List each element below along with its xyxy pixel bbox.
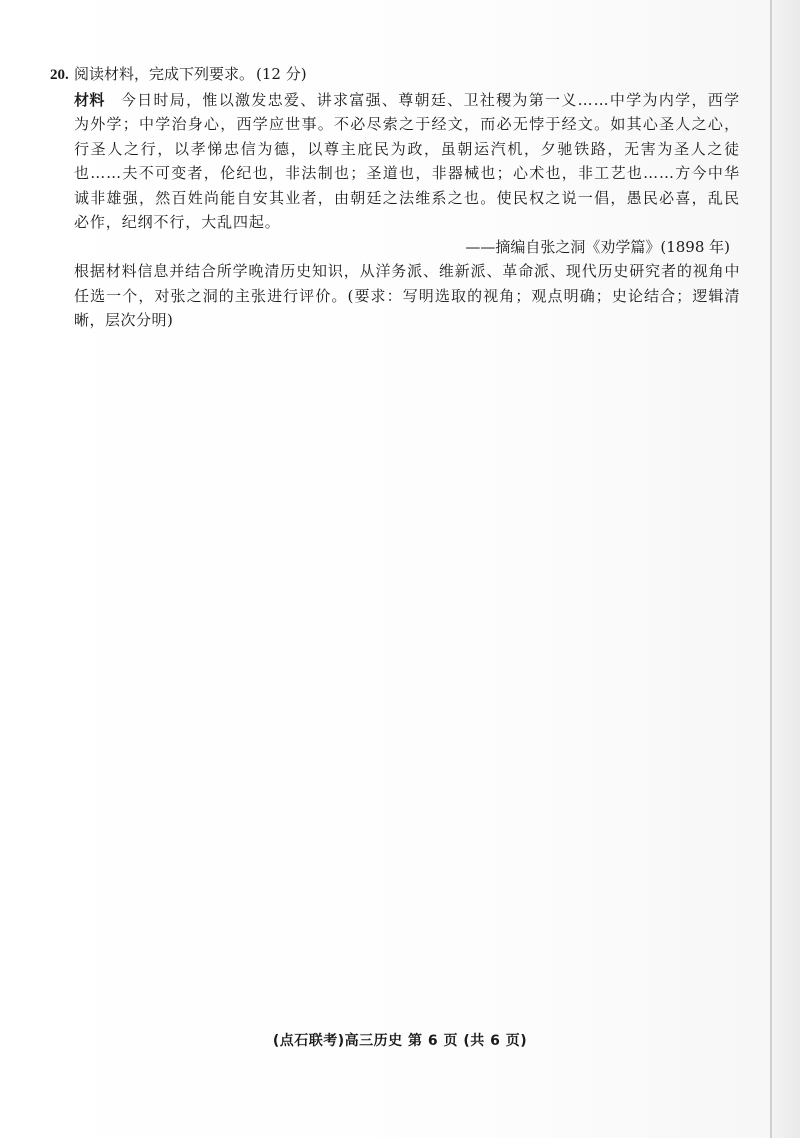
question-prompt: 阅读材料，完成下列要求。 (74, 65, 255, 83)
question-task: 根据材料信息并结合所学晚清历史知识，从洋务派、维新派、革命派、现代历史研究者的视角中任选一个，对张之洞的主张进行评价。(要求：写明选取的视角；观点明确；史论结合；逻辑清晰，层次分明) (74, 262, 740, 329)
question-header (50, 62, 740, 88)
scan-edge-line (770, 0, 772, 1138)
material-source: ——摘编自张之洞《劝学篇》(1898 年) (465, 237, 730, 256)
question-score: (12 分) (256, 65, 307, 83)
material-text: 今日时局，惟以激发忠爱、讲求富强、尊朝廷、卫社稷为第一义……中学为内学，西学为外学；中学治身心，西学应世事。不必尽索之于经文，而必无悖于经文。如其心圣人之心，行圣人之行，以孝悌忠信为德，以尊主庇民为政，虽朝运汽机，夕驰铁路，无害为圣人之徒也……夫不可变者，伦纪也，非法制也；圣道也，非器械也；心术也，非工艺也……方今中华诚非雄强，然百姓尚能自安其业者，由朝廷之法维系之也。使民权之说一倡，愚民必喜，乱民必作，纪纲不行，大乱四起。 (74, 90, 740, 231)
material-label: 材料 (74, 90, 105, 109)
material-block (74, 88, 740, 235)
page-footer: (点石联考)高三历史 第 6 页 (共 6 页) (272, 1033, 528, 1049)
question-20 (50, 62, 740, 333)
scan-margin-shade (772, 0, 800, 1138)
question-number: 20. (50, 67, 69, 83)
